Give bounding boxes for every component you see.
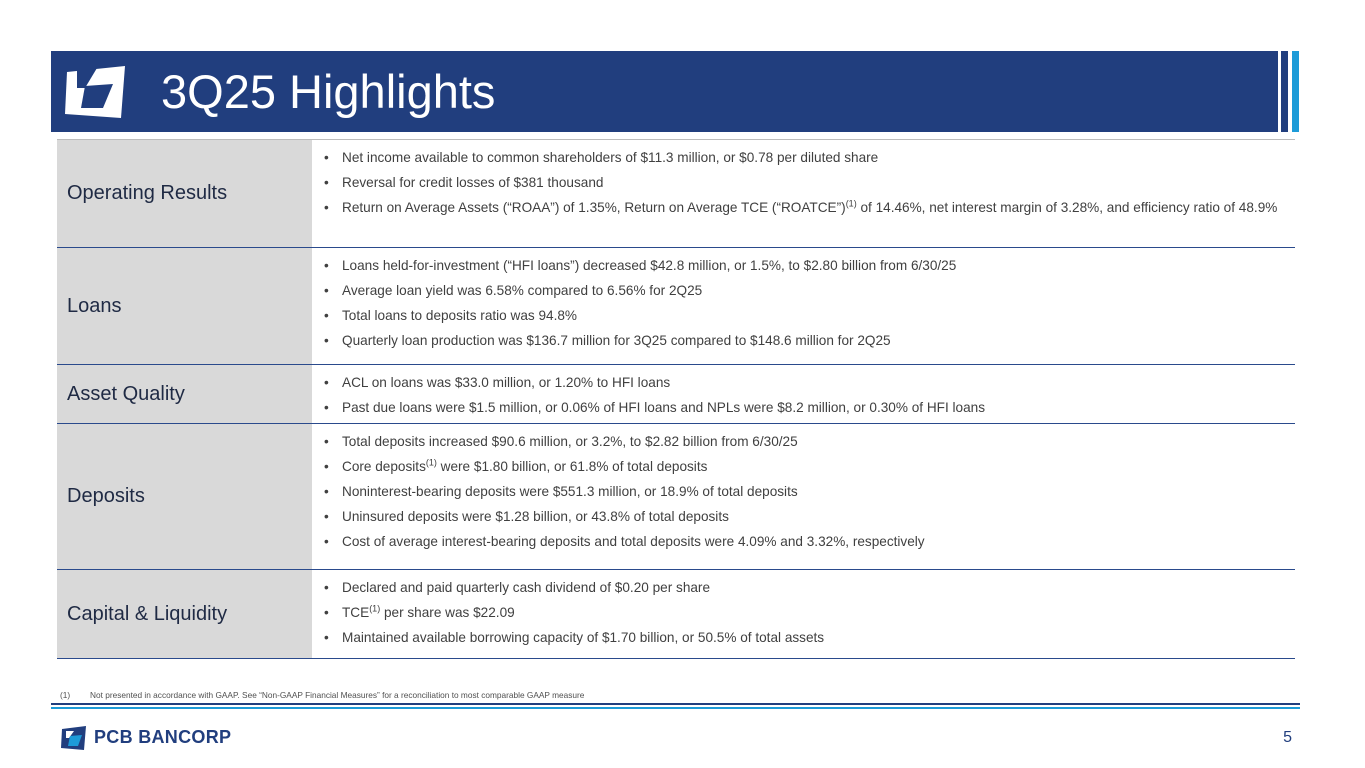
accent-bar-light (1292, 51, 1299, 132)
list-item: • Reversal for credit losses of $381 thousand (324, 175, 604, 190)
category-label: Operating Results (57, 140, 312, 247)
category-label: Deposits (57, 424, 312, 569)
list-item: • Core deposits$^{(1)}$ were $1.80 billion, or 61.8% of total deposits (324, 457, 708, 474)
pcb-logo-icon (63, 62, 133, 122)
category-label: Asset Quality (57, 365, 312, 423)
table-row (57, 139, 1295, 248)
list-item: • Total deposits increased $90.6 million, or 3.2%, to $2.82 billion from 6/30/25 (324, 434, 798, 449)
list-item: • Noninterest-bearing deposits were $551.3 million, or 18.9% of total deposits (324, 484, 798, 499)
bullet-list (312, 424, 1295, 569)
footnote-text: Not presented in accordance with GAAP. See “Non-GAAP Financial Measures” for a reconciliation to most comparable GAAP measure (90, 690, 585, 700)
category-label: Loans (57, 248, 312, 364)
list-item: • Return on Average Assets (“ROAA”) of 1.35%, Return on Average TCE (“ROATCE”)$^{(1)}$ of 14.46%, net interest margin of 3.28%, and efficiency ratio of 48.9% (324, 198, 1278, 215)
accent-bar-dark (1281, 51, 1288, 132)
list-item: • Declared and paid quarterly cash dividend of $0.20 per share (324, 580, 711, 595)
bullet-list (312, 248, 1295, 364)
footer-divider-dark (51, 703, 1300, 705)
list-item: • Total loans to deposits ratio was 94.8% (324, 308, 578, 323)
list-item: • Average loan yield was 6.58% compared to 6.56% for 2Q25 (324, 283, 703, 298)
list-item: • Cost of average interest-bearing deposits and total deposits were 4.09% and 3.32%, respectively (324, 534, 925, 549)
list-item: • Maintained available borrowing capacity of $1.70 billion, or 50.5% of total assets (324, 630, 825, 645)
bullet-list (312, 365, 1295, 423)
table-row (57, 248, 1295, 365)
table-row (57, 570, 1295, 659)
footnote (60, 690, 584, 700)
page-number: 5 (1283, 729, 1292, 746)
company-name: PCB BANCORP (94, 727, 232, 747)
list-item: • Loans held-for-investment (“HFI loans”) decreased $42.8 million, or 1.5%, to $2.80 billion from 6/30/25 (324, 258, 957, 273)
list-item: • Past due loans were $1.5 million, or 0.06% of HFI loans and NPLs were $8.2 million, or 0.30% of HFI loans (324, 400, 986, 415)
category-label: Capital & Liquidity (57, 570, 312, 658)
page-title: 3Q25 Highlights (161, 65, 496, 118)
list-item: • ACL on loans was $33.0 million, or 1.20% to HFI loans (324, 375, 671, 390)
footnote-number: (1) (60, 690, 71, 700)
list-item: • Net income available to common shareholders of $11.3 million, or $0.78 per diluted share (324, 150, 879, 165)
pcb-logo-icon (60, 725, 88, 751)
footer-divider-light (51, 707, 1300, 709)
table-row (57, 365, 1295, 424)
table-row (57, 424, 1295, 570)
list-item: • Uninsured deposits were $1.28 billion, or 43.8% of total deposits (324, 509, 729, 524)
bullet-list (312, 570, 1295, 658)
list-item: • Quarterly loan production was $136.7 million for 3Q25 compared to $148.6 million for 2Q25 (324, 333, 891, 348)
highlights-table (57, 139, 1295, 659)
bullet-list (312, 140, 1295, 247)
title-banner (51, 51, 1278, 132)
list-item: • TCE$^{(1)}$ per share was $22.09 (324, 603, 515, 620)
